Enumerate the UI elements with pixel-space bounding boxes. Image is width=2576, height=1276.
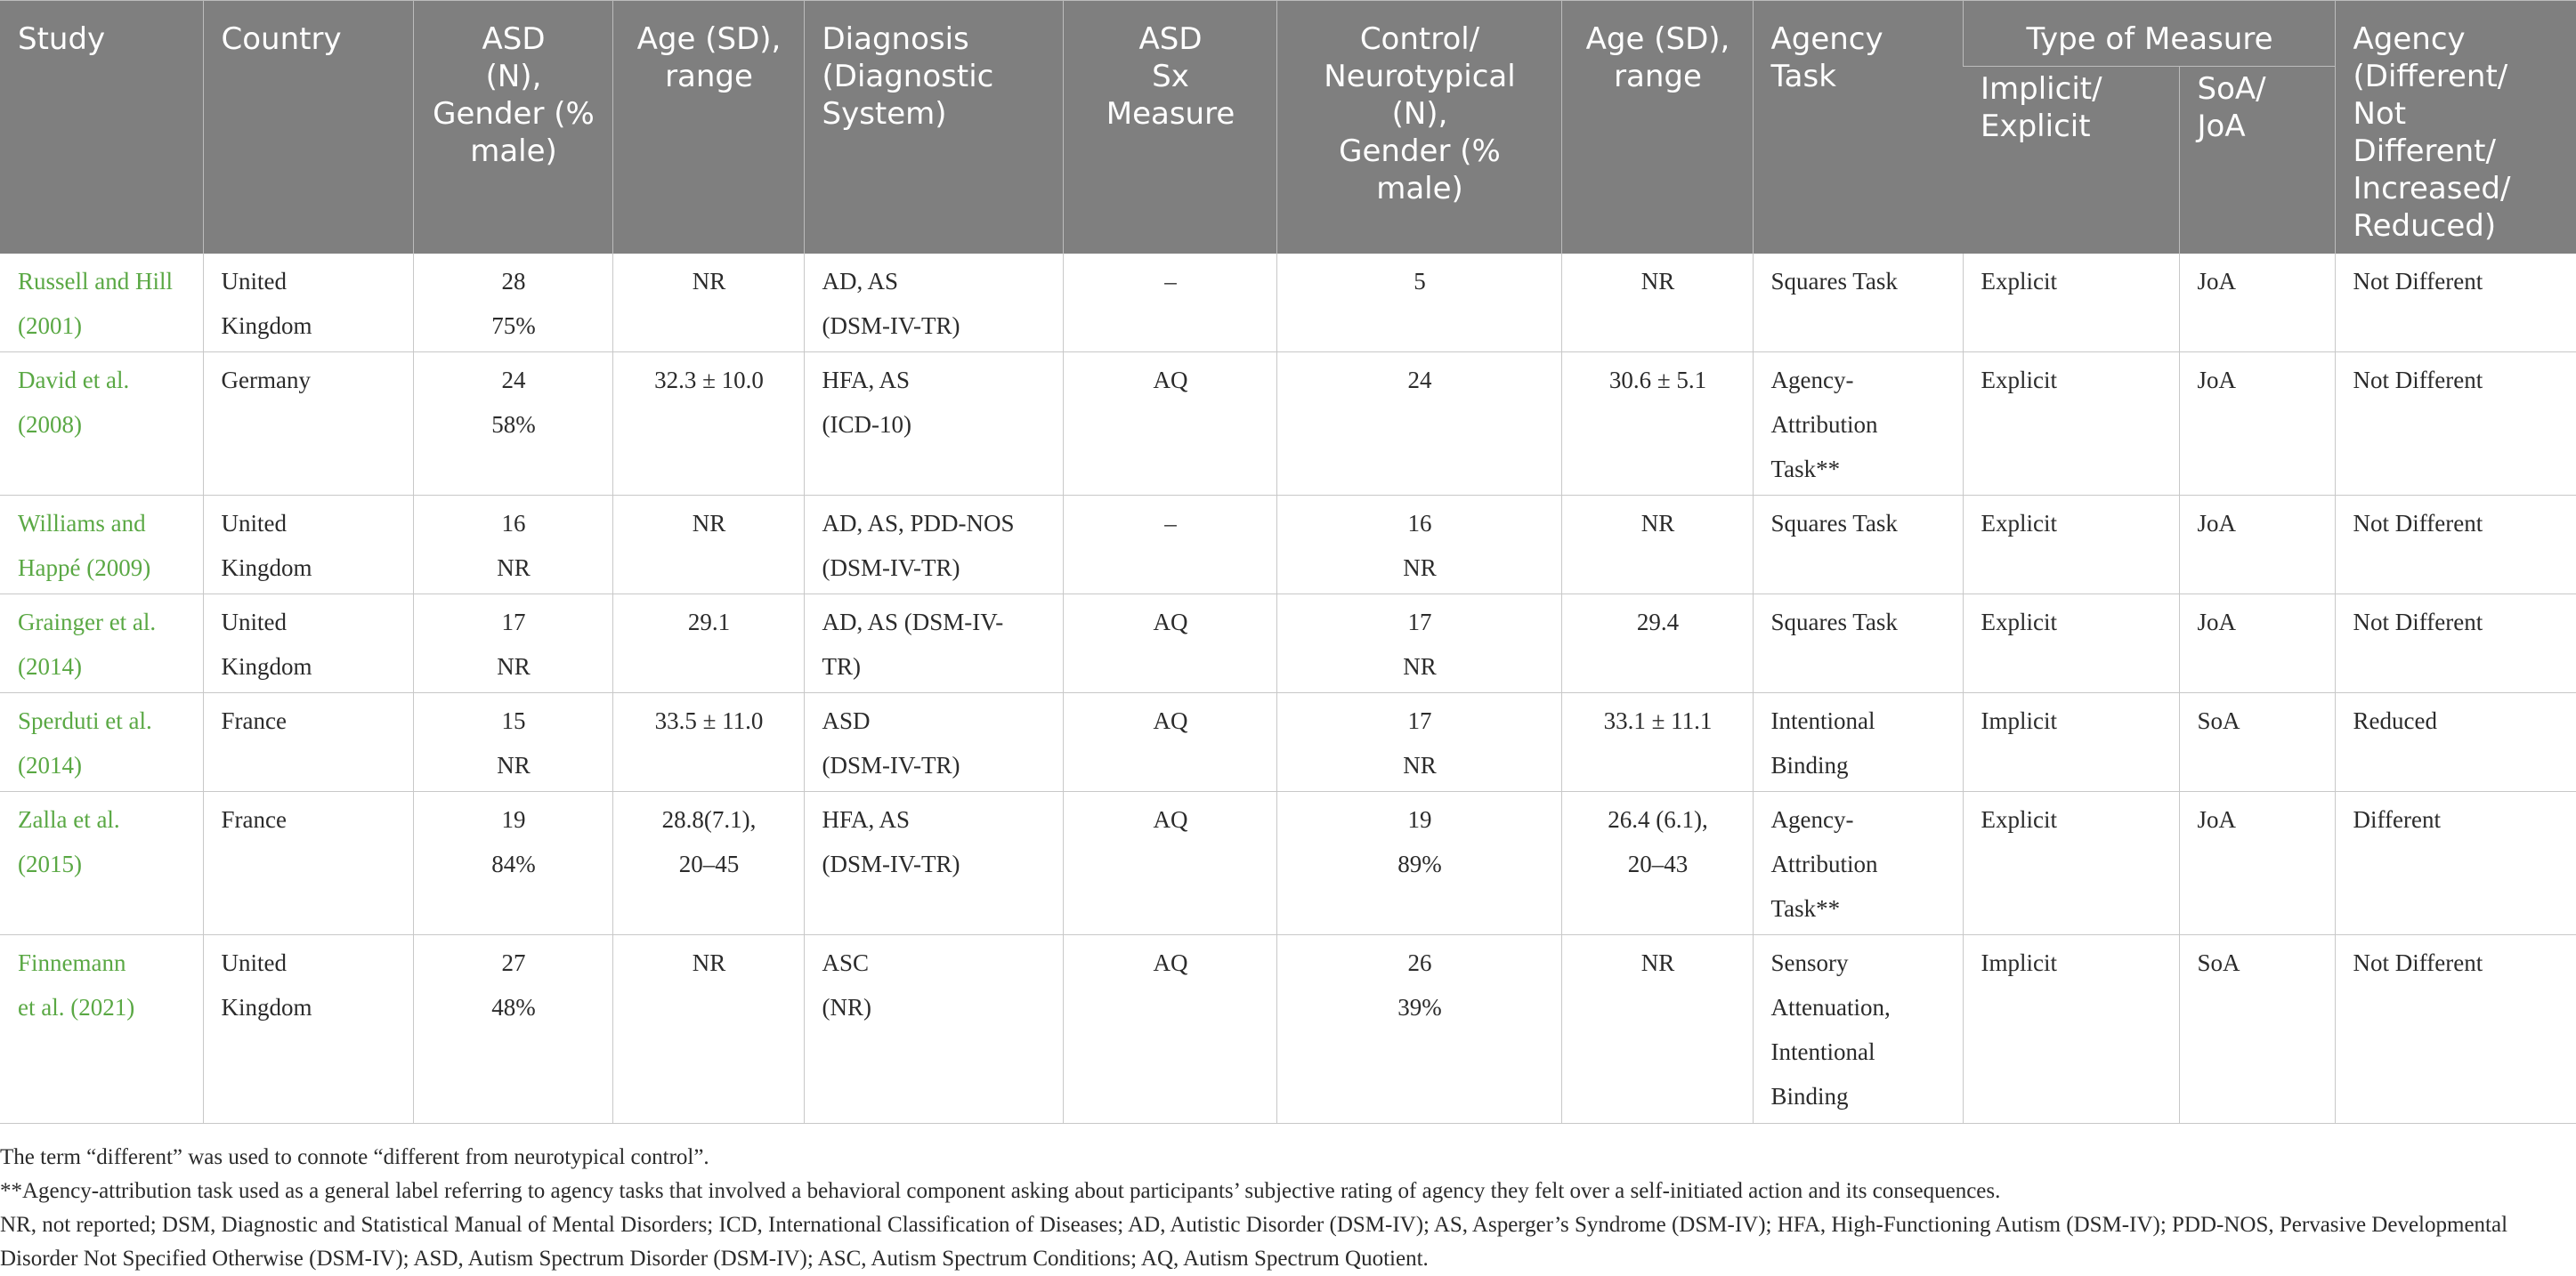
cell-line: (2014) [18, 653, 82, 680]
cell-line: 32.3 ± 10.0 [654, 367, 764, 393]
cell-line: Agency- [1770, 367, 1854, 393]
cell-control-age [1561, 792, 1753, 935]
cell-control-n [1276, 254, 1561, 352]
cell-line: 30.6 ± 5.1 [1608, 367, 1707, 393]
cell-agency-task [1753, 352, 1963, 496]
cell-agency-result: Not Different [2335, 594, 2576, 693]
cell-soa-joa: JoA [2179, 352, 2335, 496]
cell-line: Attenuation, [1770, 994, 1891, 1021]
header-implicit-explicit [1963, 67, 2179, 254]
cell-line: NR [692, 510, 726, 537]
cell-study[interactable] [0, 935, 203, 1124]
cell-country [203, 254, 413, 352]
cell-line: (DSM-IV-TR) [822, 554, 960, 581]
cell-line: Intentional [1770, 1038, 1875, 1065]
cell-agency-task [1753, 496, 1963, 594]
cell-line: 16 [501, 510, 526, 537]
cell-line: Grainger et al. [18, 609, 157, 635]
cell-study[interactable] [0, 352, 203, 496]
cell-agency-task [1753, 254, 1963, 352]
cell-diagnosis [804, 693, 1063, 792]
cell-country [203, 352, 413, 496]
header-line: JoA [2197, 109, 2246, 144]
header-line: Reduced) [2353, 208, 2497, 244]
cell-line: 24 [501, 367, 526, 393]
table-row [0, 935, 2576, 1124]
cell-line: HFA, AS [822, 367, 911, 393]
header-line: Not [2353, 96, 2407, 132]
cell-line: NR [1640, 949, 1675, 976]
cell-sx-measure: AQ [1063, 792, 1276, 935]
cell-line: 28.8(7.1), [661, 806, 757, 833]
cell-line: NR [497, 752, 531, 779]
cell-country [203, 496, 413, 594]
cell-line: (ICD-10) [822, 411, 911, 438]
cell-asd-n [413, 594, 612, 693]
cell-line: AD, AS, PDD-NOS [822, 510, 1015, 537]
cell-line: 19 [1407, 806, 1432, 833]
cell-asd-age [612, 254, 804, 352]
cell-asd-age [612, 594, 804, 693]
cell-sx-measure: – [1063, 496, 1276, 594]
note-line: The term “different” was used to connote “different from neurotypical control”. [0, 1145, 709, 1169]
cell-asd-n [413, 496, 612, 594]
cell-line: Zalla et al. [18, 806, 120, 833]
cell-line: 24 [1407, 367, 1432, 393]
header-line: SoA/ [2197, 71, 2266, 107]
cell-diagnosis [804, 594, 1063, 693]
header-line: male) [470, 133, 557, 169]
cell-soa-joa: SoA [2179, 935, 2335, 1124]
cell-control-age [1561, 594, 1753, 693]
table-row [0, 496, 2576, 594]
header-type-of-measure: Type of Measure [1963, 1, 2335, 67]
cell-diagnosis [804, 935, 1063, 1124]
cell-line: Task** [1770, 456, 1841, 482]
cell-line: France [221, 707, 287, 734]
header-line: Increased/ [2353, 171, 2511, 206]
cell-line: NR [1403, 554, 1437, 581]
header-line: Implicit/ [1981, 71, 2102, 107]
cell-line: Kingdom [221, 994, 312, 1021]
cell-line: 89% [1397, 851, 1442, 877]
cell-line: (2015) [18, 851, 82, 877]
cell-sx-measure: AQ [1063, 352, 1276, 496]
cell-line: (2014) [18, 752, 82, 779]
cell-line: France [221, 806, 287, 833]
cell-line: (DSM-IV-TR) [822, 851, 960, 877]
cell-diagnosis [804, 496, 1063, 594]
cell-line: David et al. [18, 367, 130, 393]
cell-line: Attribution [1770, 851, 1878, 877]
cell-asd-age [612, 352, 804, 496]
cell-diagnosis [804, 792, 1063, 935]
cell-line: (2001) [18, 311, 82, 339]
table-row [0, 254, 2576, 352]
cell-asd-n [413, 352, 612, 496]
table-row [0, 792, 2576, 935]
cell-line: 28 [501, 267, 526, 295]
cell-line: 17 [501, 609, 526, 635]
cell-control-age [1561, 496, 1753, 594]
cell-agency-result: Different [2335, 792, 2576, 935]
cell-line: (DSM-IV-TR) [822, 752, 960, 779]
cell-line: NR [1640, 267, 1675, 295]
cell-asd-age [612, 935, 804, 1124]
cell-diagnosis [804, 352, 1063, 496]
cell-control-age [1561, 254, 1753, 352]
cell-line: 17 [1407, 609, 1432, 635]
cell-line: 33.5 ± 11.0 [654, 707, 764, 734]
cell-sx-measure: AQ [1063, 935, 1276, 1124]
cell-agency-task [1753, 792, 1963, 935]
header-line: Control/ [1359, 21, 1480, 57]
header-line: ASD [482, 21, 546, 57]
cell-line: 5 [1414, 267, 1426, 295]
header-line: (N), [485, 59, 542, 94]
cell-line: ASC [822, 949, 870, 976]
cell-soa-joa: JoA [2179, 496, 2335, 594]
cell-control-age [1561, 693, 1753, 792]
cell-agency-result: Not Different [2335, 496, 2576, 594]
table-row [0, 693, 2576, 792]
header-line: Task [1770, 59, 1836, 94]
cell-line: 33.1 ± 11.1 [1603, 707, 1713, 734]
cell-line: (NR) [822, 994, 871, 1021]
cell-soa-joa: JoA [2179, 594, 2335, 693]
cell-country [203, 594, 413, 693]
header-line: male) [1376, 171, 1463, 206]
cell-line: 19 [501, 806, 526, 833]
cell-line: 75% [491, 311, 536, 339]
cell-line: Happé (2009) [18, 554, 151, 581]
cell-line: 48% [491, 994, 536, 1021]
cell-line: Russell and Hill [18, 267, 173, 295]
cell-line: NR [1403, 752, 1437, 779]
header-line: (Diagnostic [822, 59, 994, 94]
cell-asd-n [413, 792, 612, 935]
cell-line: AD, AS (DSM-IV- [822, 609, 1004, 635]
cell-soa-joa: JoA [2179, 792, 2335, 935]
cell-line: NR [1403, 653, 1437, 680]
cell-study[interactable] [0, 594, 203, 693]
header-line: Neurotypical [1324, 59, 1516, 94]
cell-line: (2008) [18, 411, 82, 438]
cell-sx-measure: – [1063, 254, 1276, 352]
cell-sx-measure: AQ [1063, 594, 1276, 693]
cell-line: NR [692, 949, 726, 976]
cell-control-age [1561, 352, 1753, 496]
cell-line: Kingdom [221, 653, 312, 680]
cell-implicit-explicit: Explicit [1963, 594, 2179, 693]
header-line: Explicit [1981, 109, 2091, 144]
header-control-n [1276, 1, 1561, 254]
cell-line: Squares Task [1770, 267, 1898, 295]
table-row [0, 352, 2576, 496]
cell-line: United [221, 267, 287, 295]
cell-line: 84% [491, 851, 536, 877]
cell-implicit-explicit: Explicit [1963, 792, 2179, 935]
header-line: Sx [1152, 59, 1189, 94]
header-line: ASD [1138, 21, 1203, 57]
cell-agency-result: Not Different [2335, 935, 2576, 1124]
cell-line: 20–45 [678, 851, 740, 877]
cell-line: 20–43 [1627, 851, 1689, 877]
cell-agency-result: Not Different [2335, 254, 2576, 352]
cell-control-n [1276, 352, 1561, 496]
cell-control-age [1561, 935, 1753, 1124]
header-sx-measure [1063, 1, 1276, 254]
cell-line: 26.4 (6.1), [1608, 806, 1708, 833]
cell-line: AD, AS [822, 267, 899, 295]
cell-line: 26 [1407, 949, 1432, 976]
cell-country [203, 935, 413, 1124]
cell-line: Kingdom [221, 554, 312, 581]
header-line: Different/ [2353, 133, 2496, 169]
cell-line: Sperduti et al. [18, 707, 152, 734]
header-line: range [1614, 59, 1702, 94]
cell-line: Finnemann [18, 949, 126, 976]
cell-control-n [1276, 935, 1561, 1124]
header-line: Diagnosis [822, 21, 969, 57]
header-line: Agency [2353, 21, 2466, 57]
cell-line: Task** [1770, 895, 1841, 922]
cell-control-n [1276, 693, 1561, 792]
cell-implicit-explicit: Implicit [1963, 693, 2179, 792]
cell-line: Binding [1770, 1083, 1849, 1110]
header-agency-result [2335, 1, 2576, 254]
cell-agency-task [1753, 594, 1963, 693]
cell-line: ASD [822, 707, 871, 734]
header-line: Measure [1106, 96, 1235, 132]
header-country: Country [203, 1, 413, 254]
cell-line: NR [1640, 510, 1675, 537]
cell-line: Squares Task [1770, 609, 1898, 635]
header-line: Age (SD), [636, 21, 782, 57]
cell-line: 16 [1407, 510, 1432, 537]
cell-line: Squares Task [1770, 510, 1898, 537]
cell-line: 29.4 [1636, 609, 1680, 635]
cell-line: HFA, AS [822, 806, 911, 833]
note-line: **Agency-attribution task used as a general label referring to agency tasks that involved a behavioral component asking about participants’ subjective rating of agency they felt over a self-initiated action and its consequences. [0, 1179, 2001, 1203]
cell-line: 17 [1407, 707, 1432, 734]
header-asd-age [612, 1, 804, 254]
cell-line: NR [497, 653, 531, 680]
cell-sx-measure: AQ [1063, 693, 1276, 792]
header-soa-joa [2179, 67, 2335, 254]
header-agency-task [1753, 1, 1963, 254]
cell-soa-joa: SoA [2179, 693, 2335, 792]
cell-diagnosis [804, 254, 1063, 352]
cell-study[interactable] [0, 254, 203, 352]
cell-line: 15 [501, 707, 526, 734]
cell-line: Sensory [1770, 949, 1849, 976]
cell-agency-task [1753, 935, 1963, 1124]
cell-asd-n [413, 254, 612, 352]
cell-line: Binding [1770, 752, 1849, 779]
cell-agency-task [1753, 693, 1963, 792]
header-study: Study [0, 1, 203, 254]
table-row [0, 594, 2576, 693]
cell-line: United [221, 510, 287, 537]
cell-soa-joa: JoA [2179, 254, 2335, 352]
cell-study[interactable] [0, 496, 203, 594]
header-diagnosis [804, 1, 1063, 254]
cell-study[interactable] [0, 693, 203, 792]
cell-line: Kingdom [221, 311, 312, 339]
cell-asd-age [612, 693, 804, 792]
cell-line: Agency- [1770, 806, 1854, 833]
cell-line: 39% [1397, 994, 1442, 1021]
table-notes [0, 1141, 2576, 1276]
cell-implicit-explicit: Implicit [1963, 935, 2179, 1124]
header-control-age [1561, 1, 1753, 254]
cell-line: Attribution [1770, 411, 1878, 438]
cell-study[interactable] [0, 792, 203, 935]
cell-line: United [221, 609, 287, 635]
header-line: range [665, 59, 753, 94]
header-line: (N), [1391, 96, 1448, 132]
header-line: System) [822, 96, 947, 132]
header-asd-n [413, 1, 612, 254]
cell-line: (DSM-IV-TR) [822, 311, 960, 339]
cell-line: TR) [822, 653, 861, 680]
note-line: NR, not reported; DSM, Diagnostic and Statistical Manual of Mental Disorders; ICD, International Classification of Diseases; AD, Autistic Disorder (DSM-IV); AS, Asperger’s Syndrome (DSM-IV); HFA, High-Functioning Autism (DSM-IV); PDD-NOS, Pervasive Developmental Disorder Not Specified Otherwise (DSM-IV); ASD, Autism Spectrum Disorder (DSM-IV); ASC, Autism Spectrum Conditions; AQ, Autism Spectrum Quotient. [0, 1213, 2508, 1271]
header-line: Agency [1770, 21, 1883, 57]
cell-asd-n [413, 935, 612, 1124]
cell-line: 58% [491, 411, 536, 438]
table-body [0, 254, 2576, 1124]
cell-agency-result: Not Different [2335, 352, 2576, 496]
cell-line: NR [497, 554, 531, 581]
cell-control-n [1276, 594, 1561, 693]
cell-line: et al. (2021) [18, 994, 135, 1021]
cell-country [203, 792, 413, 935]
cell-asd-n [413, 693, 612, 792]
cell-line: United [221, 949, 287, 976]
cell-agency-result: Reduced [2335, 693, 2576, 792]
cell-line: NR [692, 267, 726, 295]
cell-line: Williams and [18, 510, 146, 537]
header-line: (Different/ [2353, 59, 2508, 94]
cell-line: Germany [221, 367, 311, 393]
cell-implicit-explicit: Explicit [1963, 352, 2179, 496]
cell-control-n [1276, 496, 1561, 594]
cell-implicit-explicit: Explicit [1963, 254, 2179, 352]
header-line: Gender (% [433, 96, 595, 132]
cell-asd-age [612, 792, 804, 935]
cell-control-n [1276, 792, 1561, 935]
cell-line: Intentional [1770, 707, 1875, 734]
cell-asd-age [612, 496, 804, 594]
cell-line: 27 [501, 949, 526, 976]
cell-country [203, 693, 413, 792]
cell-line: 29.1 [687, 609, 731, 635]
header-line: Gender (% [1339, 133, 1501, 169]
header-line: Age (SD), [1585, 21, 1730, 57]
cell-implicit-explicit: Explicit [1963, 496, 2179, 594]
